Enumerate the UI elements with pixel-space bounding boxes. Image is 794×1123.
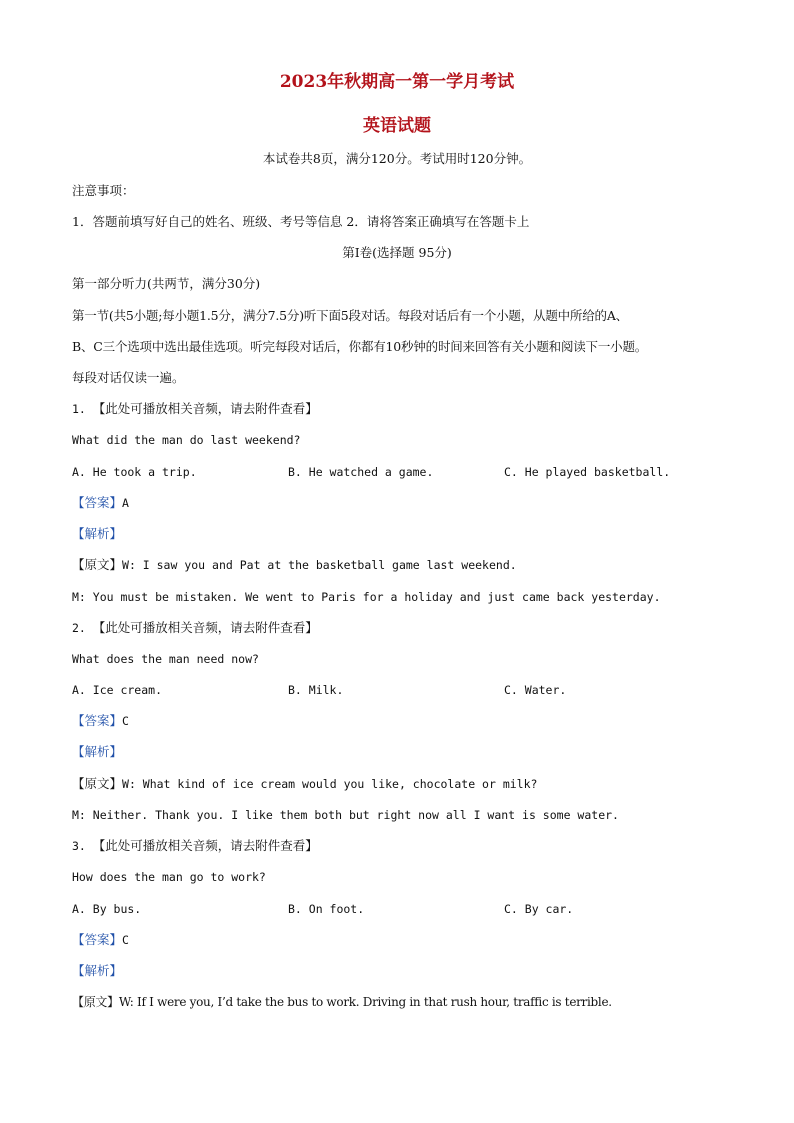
part1-heading: 第一部分听力(共两节，满分30分) bbox=[72, 276, 261, 291]
option-c: C. By car. bbox=[504, 902, 574, 916]
question-1-answer bbox=[72, 495, 129, 511]
exam-subtitle: 英语试题 bbox=[363, 116, 431, 136]
answer-value: C bbox=[122, 714, 129, 728]
question-1-header bbox=[72, 401, 318, 417]
option-a: A. He took a trip. bbox=[72, 465, 197, 479]
question-2-answer bbox=[72, 713, 129, 729]
answer-value: C bbox=[122, 933, 129, 947]
transcript-text: W: What kind of ice cream would you like, chocolate or milk? bbox=[122, 777, 538, 791]
question-3-header bbox=[72, 838, 318, 854]
answer-value: A bbox=[122, 496, 129, 510]
original-tag: 【原文】 bbox=[72, 776, 123, 791]
option-c: C. Water. bbox=[504, 683, 567, 697]
original-tag: 【原文】 bbox=[72, 995, 119, 1009]
question-1-transcript-1 bbox=[72, 557, 517, 573]
audio-note: 【此处可播放相关音频，请去附件查看】 bbox=[92, 838, 318, 853]
question-1-prompt: What did the man do last weekend? bbox=[72, 433, 301, 447]
option-c: C. He played basketball. bbox=[504, 465, 671, 479]
answer-tag: 【答案】 bbox=[72, 713, 123, 728]
answer-tag: 【答案】 bbox=[72, 495, 123, 510]
exam-title: 2023年秋期高一第一学月考试 bbox=[279, 72, 515, 92]
question-number: 1. bbox=[72, 402, 93, 416]
question-1-analysis-tag: 【解析】 bbox=[72, 526, 123, 541]
section1-instructions-3: 每段对话仅读一遍。 bbox=[72, 370, 185, 385]
notes-item: 1．答题前填写好自己的姓名、班级、考号等信息 2．请将答案正确填写在答题卡上 bbox=[72, 214, 530, 229]
option-b: B. Milk. bbox=[288, 683, 344, 697]
question-2-analysis-tag: 【解析】 bbox=[72, 744, 123, 759]
audio-note: 【此处可播放相关音频，请去附件查看】 bbox=[92, 401, 318, 416]
answer-tag: 【答案】 bbox=[72, 932, 123, 947]
question-2-header bbox=[72, 620, 318, 636]
question-1-transcript-2: M: You must be mistaken. We went to Paris for a holiday and just came back yesterday. bbox=[72, 590, 661, 604]
transcript-text: W: If I were you, I’d take the bus to work. Driving in that rush hour, traffic is terrible. bbox=[118, 995, 612, 1009]
question-2-transcript-1 bbox=[72, 776, 537, 792]
option-a: A. Ice cream. bbox=[72, 683, 163, 697]
question-3-analysis-tag: 【解析】 bbox=[72, 963, 123, 978]
question-number: 3. bbox=[72, 839, 93, 853]
question-2-transcript-2: M: Neither. Thank you. I like them both but right now all I want is some water. bbox=[72, 808, 619, 822]
question-2-prompt: What does the man need now? bbox=[72, 652, 259, 666]
original-tag: 【原文】 bbox=[72, 557, 123, 572]
option-b: B. On foot. bbox=[288, 902, 365, 916]
question-3-transcript-1 bbox=[72, 994, 612, 1010]
option-a: A. By bus. bbox=[72, 902, 142, 916]
notes-heading: 注意事项： bbox=[72, 183, 135, 198]
audio-note: 【此处可播放相关音频，请去附件查看】 bbox=[92, 620, 318, 635]
question-number: 2. bbox=[72, 621, 93, 635]
exam-info: 本试卷共8页，满分120分。考试用时120分钟。 bbox=[262, 151, 532, 166]
question-3-prompt: How does the man go to work? bbox=[72, 870, 266, 884]
volume-heading: 第I卷(选择题 95分) bbox=[342, 245, 452, 260]
transcript-text: W: I saw you and Pat at the basketball game last weekend. bbox=[122, 558, 517, 572]
section1-instructions-1: 第一节(共5小题;每小题1.5分，满分7.5分)听下面5段对话。每段对话后有一个小题，从题中所给的A、 bbox=[72, 308, 628, 323]
option-b: B. He watched a game. bbox=[288, 465, 434, 479]
question-3-answer bbox=[72, 932, 129, 948]
section1-instructions-2: B、C三个选项中选出最佳选项。听完每段对话后，你都有10秒钟的时间来回答有关小题和阅读下一小题。 bbox=[72, 339, 648, 354]
